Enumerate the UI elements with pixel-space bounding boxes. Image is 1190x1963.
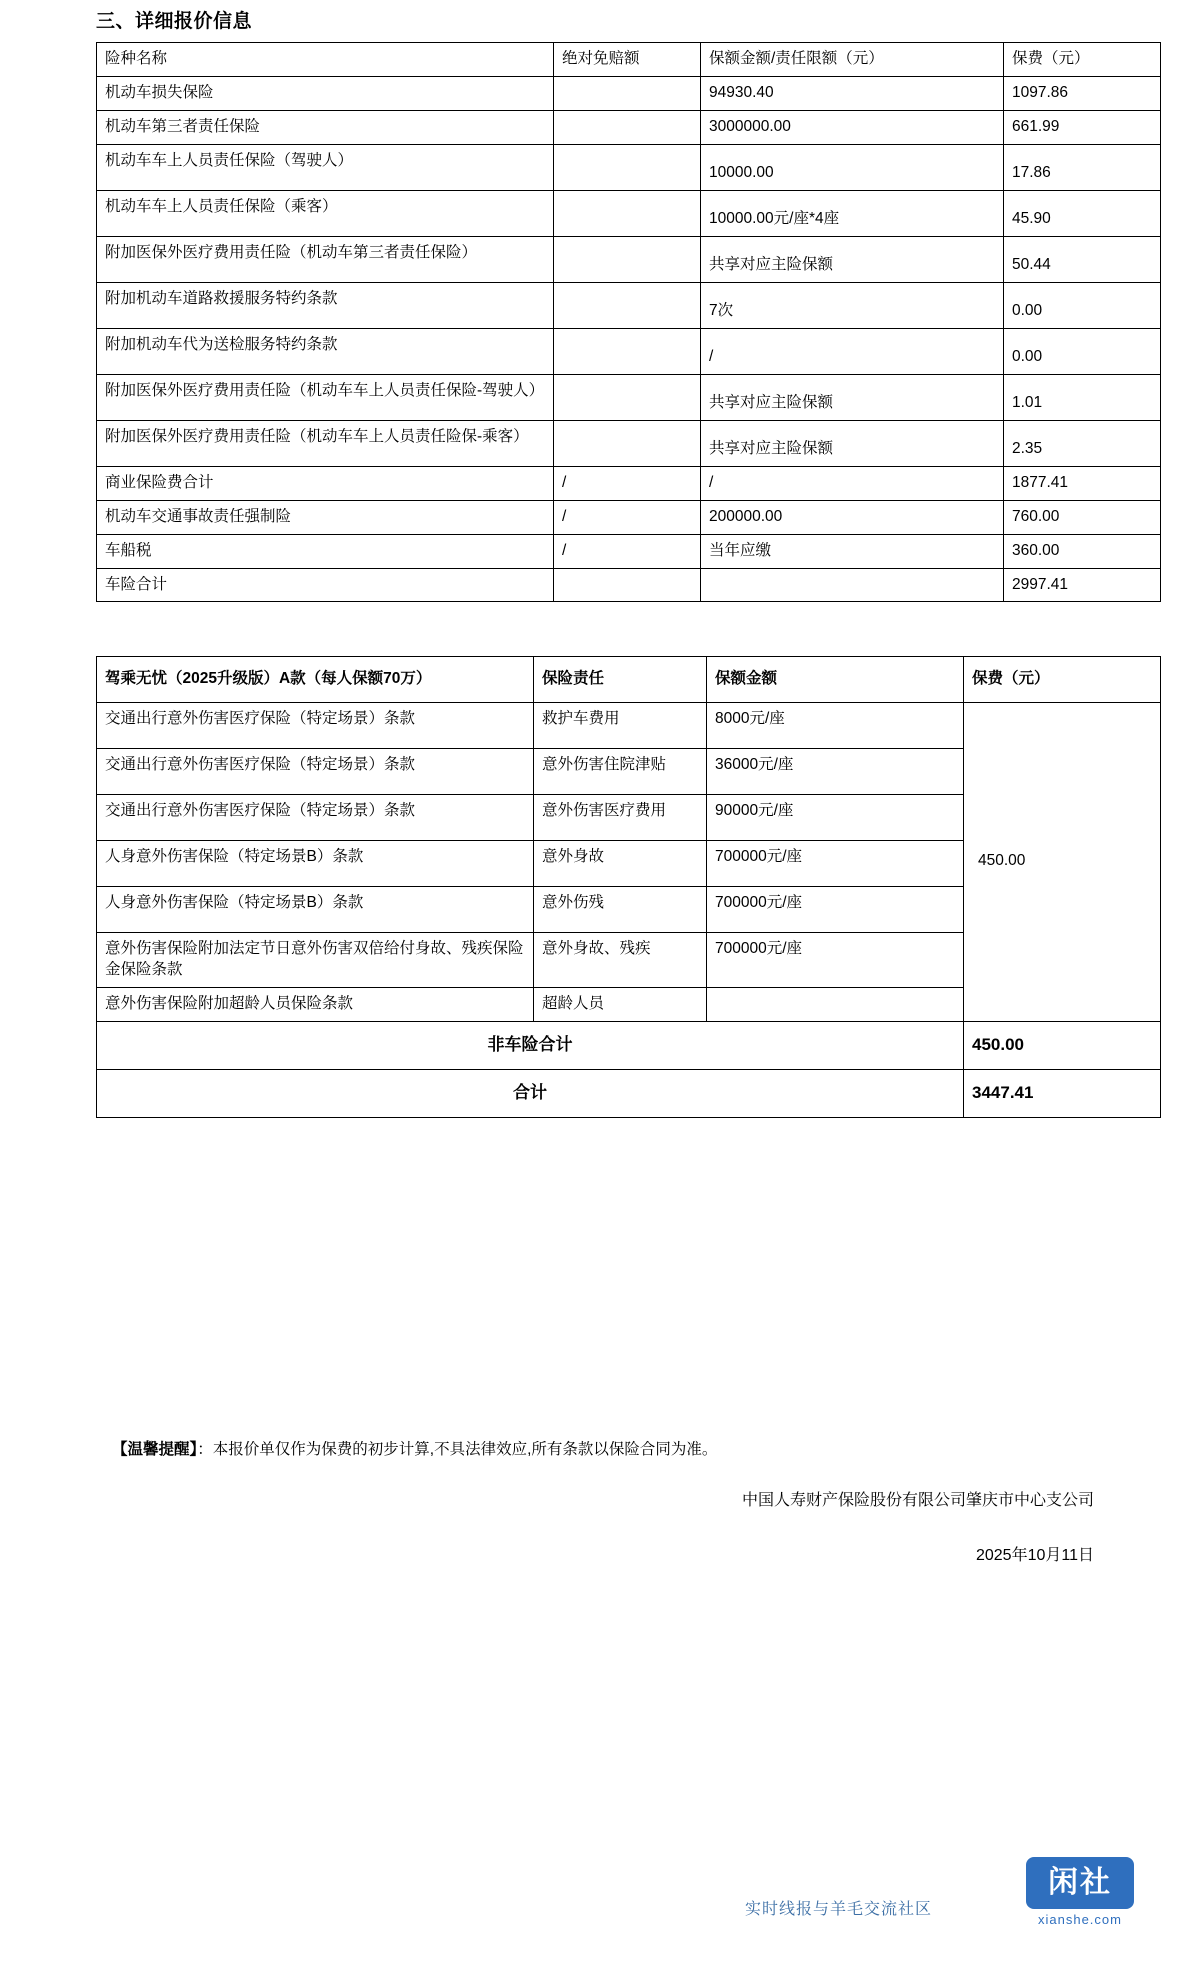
- table-row: [97, 466, 1161, 500]
- cell-sum-insured: 36000元/座: [707, 748, 964, 794]
- cell-clause-name: 人身意外伤害保险（特定场景B）条款: [97, 840, 534, 886]
- cell-clause-name: 意外伤害保险附加法定节日意外伤害双倍给付身故、残疾保险金保险条款: [97, 932, 534, 987]
- label-grand-total: 合计: [97, 1069, 964, 1117]
- cell-deductible: [554, 76, 701, 110]
- cell-premium: 1.01: [1004, 374, 1161, 420]
- cell-premium: 50.44: [1004, 236, 1161, 282]
- cell-deductible: [554, 236, 701, 282]
- cell-premium: 760.00: [1004, 500, 1161, 534]
- cell-liability: 意外身故: [534, 840, 707, 886]
- cell-coverage-name: 车船税: [97, 534, 554, 568]
- cell-premium: 360.00: [1004, 534, 1161, 568]
- column-header-deductible: 绝对免赔额: [554, 43, 701, 77]
- cell-coverage-name: 机动车第三者责任保险: [97, 110, 554, 144]
- cell-coverage-name: 附加机动车代为送检服务特约条款: [97, 328, 554, 374]
- cell-clause-name: 交通出行意外伤害医疗保险（特定场景）条款: [97, 748, 534, 794]
- label-non-vehicle-total: 非车险合计: [97, 1021, 964, 1069]
- cell-premium: 0.00: [1004, 328, 1161, 374]
- cell-premium: 2997.41: [1004, 568, 1161, 602]
- table-row: [97, 76, 1161, 110]
- cell-coverage-name: 机动车损失保险: [97, 76, 554, 110]
- cell-deductible: [554, 420, 701, 466]
- page-title: 三、详细报价信息: [96, 11, 253, 32]
- cell-liability: 救护车费用: [534, 702, 707, 748]
- cell-sum-insured: 700000元/座: [707, 840, 964, 886]
- cell-coverage-name: 附加医保外医疗费用责任险（机动车车上人员责任险保-乘客）: [97, 420, 554, 466]
- table-row-grand-total: [97, 1069, 1161, 1117]
- table-row: [97, 110, 1161, 144]
- cell-coverage-name: 商业保险费合计: [97, 466, 554, 500]
- column-header-premium: 保费（元）: [964, 657, 1161, 703]
- cell-package-premium: 450.00: [964, 702, 1161, 1021]
- table-row: [97, 702, 1161, 748]
- non-vehicle-package-table: [96, 656, 1161, 1118]
- cell-coverage-name: 附加医保外医疗费用责任险（机动车车上人员责任保险-驾驶人）: [97, 374, 554, 420]
- cell-liability: 意外伤害医疗费用: [534, 794, 707, 840]
- cell-liability: 意外身故、残疾: [534, 932, 707, 987]
- cell-amount: 共享对应主险保额: [701, 236, 1004, 282]
- cell-coverage-name: 机动车交通事故责任强制险: [97, 500, 554, 534]
- column-header-amount: 保额金额/责任限额（元）: [701, 43, 1004, 77]
- cell-premium: 1097.86: [1004, 76, 1161, 110]
- cell-sum-insured: 700000元/座: [707, 932, 964, 987]
- cell-deductible: [554, 568, 701, 602]
- cell-clause-name: 交通出行意外伤害医疗保险（特定场景）条款: [97, 702, 534, 748]
- cell-clause-name: 人身意外伤害保险（特定场景B）条款: [97, 886, 534, 932]
- cell-premium: 661.99: [1004, 110, 1161, 144]
- cell-amount: /: [701, 328, 1004, 374]
- cell-premium: 17.86: [1004, 144, 1161, 190]
- column-header-sum-insured: 保额金额: [707, 657, 964, 703]
- cell-premium: 45.90: [1004, 190, 1161, 236]
- cell-deductible: [554, 282, 701, 328]
- table-header-row: [97, 43, 1161, 77]
- cell-deductible: [554, 328, 701, 374]
- table-row: [97, 420, 1161, 466]
- cell-liability: 意外伤害住院津贴: [534, 748, 707, 794]
- cell-clause-name: 交通出行意外伤害医疗保险（特定场景）条款: [97, 794, 534, 840]
- site-logo: [1010, 1857, 1150, 1927]
- table-row: [97, 144, 1161, 190]
- issue-date: 2025年10月11日: [975, 1547, 1094, 1564]
- cell-liability: 意外伤残: [534, 886, 707, 932]
- issuing-company: 中国人寿财产保险股份有限公司肇庆市中心支公司: [741, 1492, 1094, 1509]
- value-non-vehicle-total: 450.00: [964, 1021, 1161, 1069]
- cell-sum-insured: 90000元/座: [707, 794, 964, 840]
- cell-amount: 7次: [701, 282, 1004, 328]
- cell-amount: [701, 568, 1004, 602]
- cell-amount: 10000.00: [701, 144, 1004, 190]
- cell-sum-insured: [707, 987, 964, 1021]
- cell-liability: 超龄人员: [534, 987, 707, 1021]
- cell-coverage-name: 附加医保外医疗费用责任险（机动车第三者责任保险）: [97, 236, 554, 282]
- table-row: [97, 534, 1161, 568]
- cell-coverage-name: 机动车车上人员责任保险（乘客）: [97, 190, 554, 236]
- table-row: [97, 190, 1161, 236]
- cell-amount: 共享对应主险保额: [701, 374, 1004, 420]
- cell-deductible: /: [554, 500, 701, 534]
- cell-sum-insured: 8000元/座: [707, 702, 964, 748]
- cell-deductible: /: [554, 466, 701, 500]
- footer-watermark: [0, 1861, 1190, 1941]
- cell-amount: 200000.00: [701, 500, 1004, 534]
- column-header-premium: 保费（元）: [1004, 43, 1161, 77]
- cell-deductible: /: [554, 534, 701, 568]
- cell-amount: 10000.00元/座*4座: [701, 190, 1004, 236]
- cell-amount: 3000000.00: [701, 110, 1004, 144]
- cell-premium: 1877.41: [1004, 466, 1161, 500]
- table-row: [97, 328, 1161, 374]
- cell-deductible: [554, 374, 701, 420]
- disclaimer-text: ：本报价单仅作为保费的初步计算,不具法律效应,所有条款以保险合同为准。: [197, 1441, 718, 1458]
- disclaimer-prefix: 【温馨提醒】: [112, 1441, 198, 1458]
- table-row: [97, 500, 1161, 534]
- cell-premium: 2.35: [1004, 420, 1161, 466]
- cell-clause-name: 意外伤害保险附加超龄人员保险条款: [97, 987, 534, 1021]
- cell-amount: /: [701, 466, 1004, 500]
- column-header-product: 驾乘无忧（2025升级版）A款（每人保额70万）: [97, 657, 534, 703]
- table-row-subtotal: [97, 1021, 1161, 1069]
- vehicle-insurance-table: [96, 42, 1161, 602]
- value-grand-total: 3447.41: [964, 1069, 1161, 1117]
- cell-premium: 0.00: [1004, 282, 1161, 328]
- logo-badge: 闲社: [1026, 1857, 1134, 1909]
- cell-amount: 共享对应主险保额: [701, 420, 1004, 466]
- cell-coverage-name: 车险合计: [97, 568, 554, 602]
- cell-amount: 94930.40: [701, 76, 1004, 110]
- column-header-name: 险种名称: [97, 43, 554, 77]
- watermark-text: 实时线报与羊毛交流社区: [745, 1901, 933, 1918]
- disclaimer-note: [112, 1437, 717, 1459]
- table-header-row: [97, 657, 1161, 703]
- table-row: [97, 236, 1161, 282]
- cell-amount: 当年应缴: [701, 534, 1004, 568]
- cell-coverage-name: 附加机动车道路救援服务特约条款: [97, 282, 554, 328]
- cell-deductible: [554, 110, 701, 144]
- table-row-total: [97, 568, 1161, 602]
- cell-sum-insured: 700000元/座: [707, 886, 964, 932]
- cell-coverage-name: 机动车车上人员责任保险（驾驶人）: [97, 144, 554, 190]
- table-row: [97, 374, 1161, 420]
- cell-deductible: [554, 144, 701, 190]
- table-row: [97, 282, 1161, 328]
- column-header-liability: 保险责任: [534, 657, 707, 703]
- cell-deductible: [554, 190, 701, 236]
- logo-domain: xianshe.com: [1038, 1912, 1122, 1927]
